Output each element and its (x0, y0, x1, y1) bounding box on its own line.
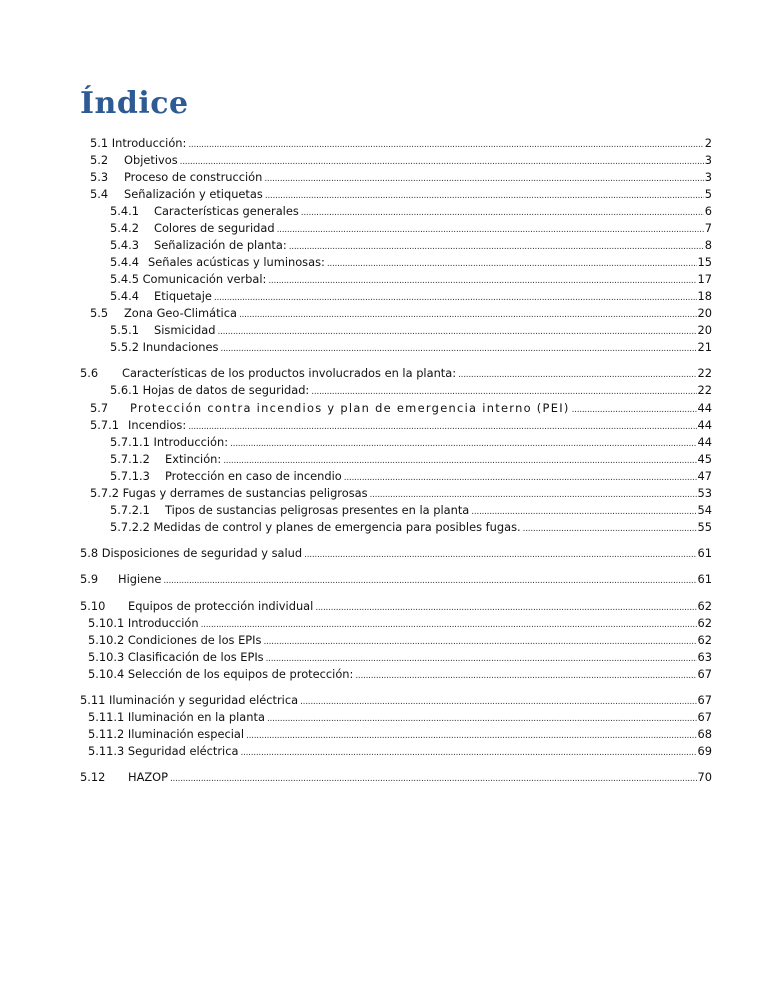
toc-entry-page: 5 (704, 187, 712, 201)
dot-leader (220, 340, 696, 356)
dot-leader (523, 520, 697, 536)
toc-entry-page: 44 (697, 435, 712, 449)
toc-entry-text: Incendios: (128, 418, 187, 432)
toc-entry-text: Señalización de planta: (154, 238, 287, 252)
toc-entry-number: 5.10 (80, 599, 106, 613)
toc-entry-page: 62 (697, 616, 712, 630)
dot-leader (572, 401, 697, 417)
toc-entry-number: 5.3 (90, 170, 109, 184)
dot-leader (163, 572, 696, 588)
toc-entry-page: 63 (697, 650, 712, 664)
toc-entry-text: Protección contra incendios y plan de emergencia interno (PEI) (130, 401, 570, 415)
toc-entry[interactable] (110, 452, 712, 466)
toc-entry[interactable] (90, 170, 712, 184)
toc-entry[interactable] (90, 136, 712, 150)
toc-entry[interactable] (110, 469, 712, 483)
dot-leader (217, 323, 696, 339)
toc-entry-text: 5.11.1 Iluminación en la planta (88, 710, 265, 724)
toc-entry[interactable] (110, 221, 712, 235)
toc-entry[interactable] (88, 727, 712, 741)
toc-entry[interactable] (110, 289, 712, 303)
toc-entry-page: 8 (704, 238, 712, 252)
toc-entry-page: 62 (697, 633, 712, 647)
toc-entry[interactable] (80, 599, 712, 613)
toc-entry-number: 5.4.3 (110, 238, 139, 252)
toc-entry-page: 45 (697, 452, 712, 466)
toc-entry[interactable] (88, 710, 712, 724)
toc-entry-text: Tipos de sustancias peligrosas presentes en la planta (165, 503, 470, 517)
dot-leader (315, 599, 696, 615)
toc-entry-number: 5.5.1 (110, 323, 139, 337)
dot-leader (301, 204, 704, 220)
toc-entry[interactable] (110, 383, 712, 397)
toc-entry-page: 15 (697, 255, 712, 269)
toc-entry-text: Zona Geo-Climática (124, 306, 237, 320)
dot-leader (230, 435, 696, 451)
toc-entry-number: 5.7.1 (90, 418, 119, 432)
toc-entry-text: 5.10.1 Introducción (88, 616, 199, 630)
dot-leader (355, 667, 696, 683)
toc-entry-text: 5.10.3 Clasificación de los EPIs (88, 650, 264, 664)
toc-entry[interactable] (110, 272, 712, 286)
toc-entry-page: 44 (697, 401, 712, 415)
toc-entry-text: 5.6.1 Hojas de datos de seguridad: (110, 383, 310, 397)
toc-entry-number: 5.4.1 (110, 204, 139, 218)
toc-entry[interactable] (90, 486, 712, 500)
toc-entry[interactable] (88, 650, 712, 664)
toc-entry[interactable] (110, 435, 712, 449)
toc-entry-page: 18 (697, 289, 712, 303)
toc-entry[interactable] (80, 770, 712, 784)
dot-leader (458, 366, 696, 382)
toc-entry-number: 5.4.4 (110, 289, 139, 303)
toc-entry[interactable] (90, 306, 712, 320)
toc-entry-text: Equipos de protección individual (128, 599, 314, 613)
toc-entry-text: Protección en caso de incendio (165, 469, 342, 483)
dot-leader (277, 221, 704, 237)
dot-leader (311, 383, 696, 399)
dot-leader (223, 452, 696, 468)
toc-entry-number: 5.6 (80, 366, 99, 380)
toc-entry-number: 5.12 (80, 770, 106, 784)
toc-entry-page: 69 (697, 744, 712, 758)
toc-entry-number: 5.7.2.1 (110, 503, 150, 517)
dot-leader (240, 744, 696, 760)
toc-entry-page: 44 (697, 418, 712, 432)
toc-entry[interactable] (110, 340, 712, 354)
dot-leader (188, 136, 703, 152)
toc-entry-page: 3 (704, 153, 712, 167)
dot-leader (188, 418, 696, 434)
toc-entry[interactable] (90, 153, 712, 167)
toc-entry-text: 5.11.3 Seguridad eléctrica (88, 744, 239, 758)
dot-leader (170, 770, 697, 786)
toc-entry-text: Etiquetaje (154, 289, 212, 303)
toc-entry-text: Características de los productos involucrados en la planta: (122, 366, 457, 380)
dot-leader (370, 486, 697, 502)
toc-entry[interactable] (80, 366, 712, 380)
dot-leader (289, 238, 704, 254)
toc-entry-text: 5.5.2 Inundaciones (110, 340, 219, 354)
toc-entry-number: 5.7.1.2 (110, 452, 150, 466)
toc-entry-page: 68 (697, 727, 712, 741)
toc-entry-number: 5.4 (90, 187, 109, 201)
toc-entry[interactable] (80, 546, 712, 560)
toc-entry-page: 21 (697, 340, 712, 354)
toc-entry-text: Colores de seguridad (154, 221, 275, 235)
toc-entry[interactable] (90, 418, 712, 432)
toc-entry-text: 5.10.2 Condiciones de los EPIs (88, 633, 262, 647)
dot-leader (267, 710, 697, 726)
toc-entry-text: 5.7.1.1 Introducción: (110, 435, 229, 449)
toc-entry[interactable] (80, 693, 712, 707)
toc-entry-text: Señalización y etiquetas (124, 187, 263, 201)
toc-entry[interactable] (88, 633, 712, 647)
toc-entry-text: Proceso de construcción (124, 170, 263, 184)
toc-entry-number: 5.9 (80, 572, 99, 586)
toc-entry-text: Extinción: (165, 452, 222, 466)
toc-entry-text: Higiene (118, 572, 162, 586)
toc-entry[interactable] (110, 204, 712, 218)
toc-entry[interactable] (90, 187, 712, 201)
dot-leader (327, 255, 697, 271)
toc-entry-text: 5.11 Iluminación y seguridad eléctrica (80, 693, 299, 707)
toc-entry-text: HAZOP (128, 770, 168, 784)
toc-entry-page: 70 (697, 770, 712, 784)
dot-leader (239, 306, 697, 322)
toc-entry-number: 5.2 (90, 153, 109, 167)
toc-entry-number: 5.4.2 (110, 221, 139, 235)
page-title: Índice (80, 86, 189, 121)
toc-entry-text: 5.1 Introducción: (90, 136, 187, 150)
dot-leader (268, 272, 696, 288)
dot-leader (304, 546, 696, 562)
dot-leader (214, 289, 697, 305)
toc-entry-page: 6 (704, 204, 712, 218)
toc-entry-text: 5.10.4 Selección de los equipos de protección: (88, 667, 354, 681)
toc-entry-page: 7 (704, 221, 712, 235)
toc-entry-page: 20 (697, 323, 712, 337)
dot-leader (344, 469, 697, 485)
toc-entry[interactable] (110, 503, 712, 517)
toc-entry-page: 55 (697, 520, 712, 534)
toc-entry-page: 22 (697, 383, 712, 397)
toc-entry-text: 5.7.2 Fugas y derrames de sustancias peligrosas (90, 486, 368, 500)
toc-entry[interactable] (88, 744, 712, 758)
toc-entry-page: 62 (697, 599, 712, 613)
toc-entry[interactable] (110, 238, 712, 252)
toc-entry-number: 5.7.1.3 (110, 469, 150, 483)
toc-entry-page: 22 (697, 366, 712, 380)
toc-entry[interactable] (110, 323, 712, 337)
toc-entry-page: 61 (697, 572, 712, 586)
toc-entry[interactable] (88, 616, 712, 630)
dot-leader (266, 650, 697, 666)
toc-entry-number: 5.7 (90, 401, 109, 415)
toc-entry-page: 2 (704, 136, 712, 150)
dot-leader (300, 693, 696, 709)
toc-entry-page: 61 (697, 546, 712, 560)
toc-entry-text: Señales acústicas y luminosas: (148, 255, 325, 269)
toc-entry[interactable] (110, 520, 712, 534)
toc-entry-page: 53 (697, 486, 712, 500)
toc-entry-page: 54 (697, 503, 712, 517)
dot-leader (264, 170, 703, 186)
toc-entry-page: 3 (704, 170, 712, 184)
toc-entry-number: 5.4.4 (110, 255, 139, 269)
toc-entry-text: 5.7.2.2 Medidas de control y planes de emergencia para posibles fugas. (110, 520, 521, 534)
toc-entry[interactable] (88, 667, 712, 681)
toc-entry-page: 67 (697, 710, 712, 724)
toc-entry-text: 5.11.2 Iluminación especial (88, 727, 245, 741)
toc-entry[interactable] (110, 255, 712, 269)
toc-entry-number: 5.5 (90, 306, 109, 320)
dot-leader (201, 616, 697, 632)
toc-entry[interactable] (80, 572, 712, 586)
toc-entry-page: 17 (697, 272, 712, 286)
toc-entry-text: Objetivos (124, 153, 178, 167)
dot-leader (471, 503, 696, 519)
toc-entry-text: Sismicidad (154, 323, 216, 337)
toc-entry-page: 47 (697, 469, 712, 483)
toc-entry-text: 5.8 Disposiciones de seguridad y salud (80, 546, 303, 560)
dot-leader (265, 187, 704, 203)
dot-leader (246, 727, 696, 743)
toc-entry-text: Características generales (154, 204, 299, 218)
dot-leader (180, 153, 704, 169)
dot-leader (263, 633, 696, 649)
toc-entry-page: 20 (697, 306, 712, 320)
toc-entry-page: 67 (697, 667, 712, 681)
toc-entry[interactable] (90, 401, 712, 415)
toc-entry-text: 5.4.5 Comunicación verbal: (110, 272, 267, 286)
toc-entry-page: 67 (697, 693, 712, 707)
